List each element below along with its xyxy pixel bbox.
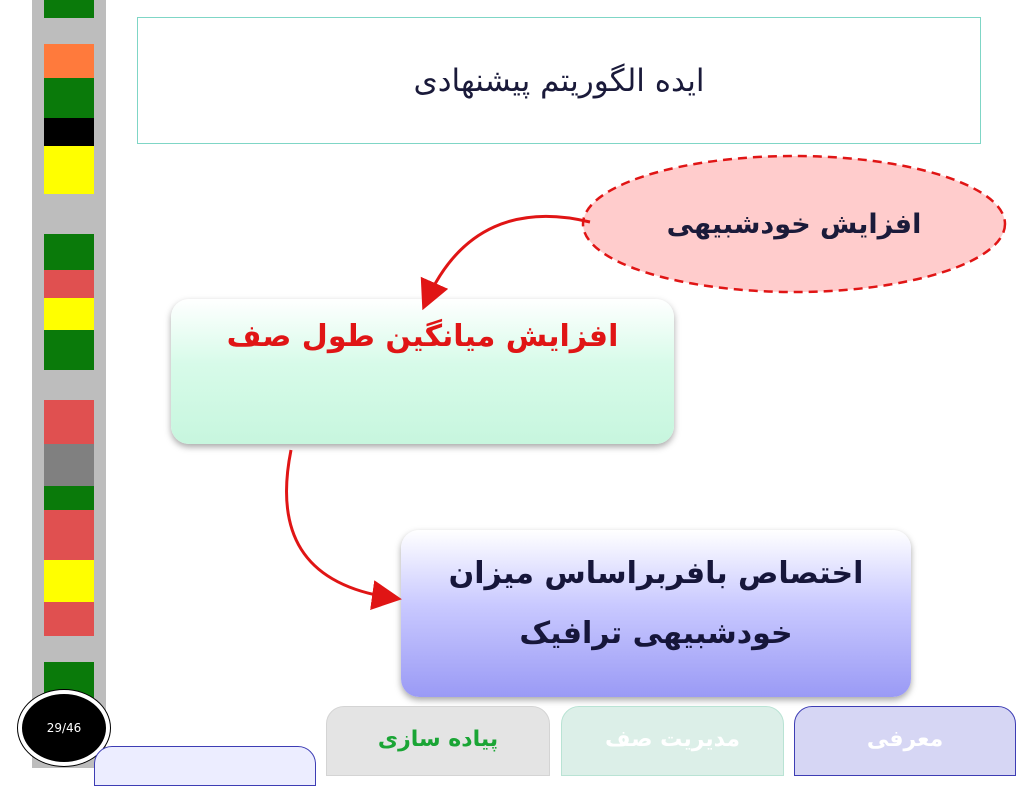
buffer-allocation-line-1: اختصاص بافربراساس میزان	[448, 556, 864, 591]
title-box	[137, 17, 981, 144]
strip-segment	[44, 510, 94, 560]
strip-segment	[44, 118, 94, 146]
arrow-ellipse-to-box1	[426, 216, 590, 302]
tab-queue-management[interactable]: مدیریت صف	[561, 706, 784, 776]
strip-segment	[44, 298, 94, 330]
tab-implementation[interactable]: پیاده سازی	[326, 706, 550, 776]
strip-segment	[44, 560, 94, 602]
page-title: ایده الگوریتم پیشنهادی	[413, 62, 705, 99]
strip-segment	[44, 234, 94, 270]
tab-blank[interactable]	[94, 746, 316, 786]
strip-segment	[44, 400, 94, 444]
self-similarity-node	[580, 153, 1008, 295]
strip-segment	[44, 44, 94, 78]
queue-length-node	[171, 299, 674, 444]
buffer-allocation-node	[401, 530, 911, 697]
strip-segment	[44, 602, 94, 636]
buffer-allocation-label	[401, 544, 911, 664]
arrow-box1-to-box2	[287, 450, 393, 598]
strip-segment	[44, 330, 94, 370]
queue-length-label: افزایش میانگین طول صف	[226, 319, 619, 354]
strip-segment	[44, 486, 94, 510]
strip-segment	[44, 146, 94, 194]
strip-segment	[44, 78, 94, 118]
tab-introduction[interactable]: معرفی	[794, 706, 1016, 776]
page-number-badge: 29/46	[18, 690, 110, 766]
self-similarity-label: افزایش خودشبیهی	[666, 208, 922, 240]
strip-segment	[44, 270, 94, 298]
strip-segment	[44, 444, 94, 486]
buffer-allocation-line-2: خودشبیهی ترافیک	[519, 616, 793, 651]
decorative-side-strip	[32, 0, 106, 768]
strip-segment	[44, 0, 94, 18]
